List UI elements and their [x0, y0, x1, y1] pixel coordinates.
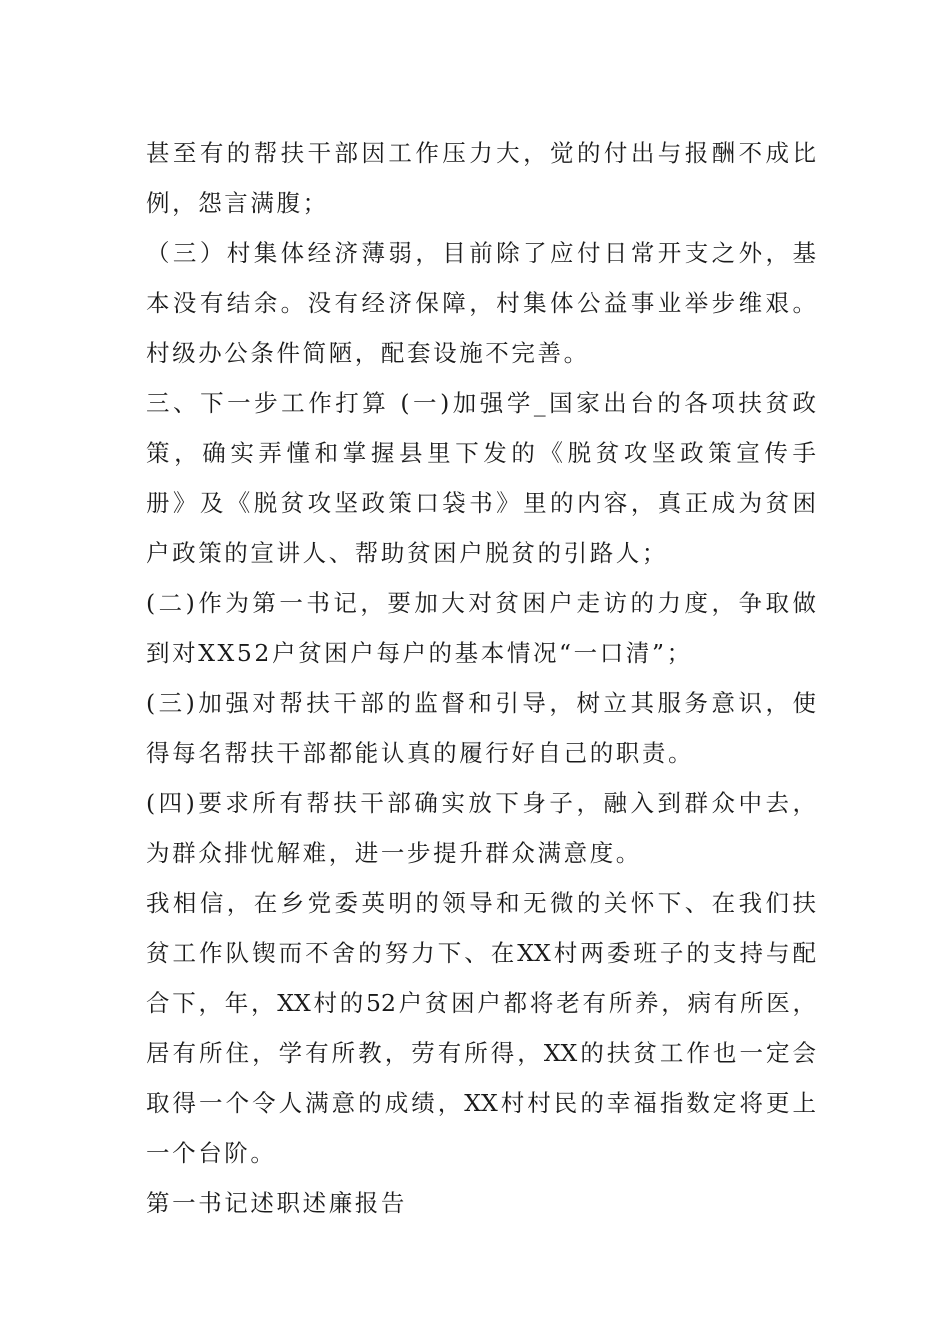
text-line: 贫工作队锲而不舍的努力下、在XX村两委班子的支持与配 [146, 939, 816, 967]
text-line: （三）村集体经济薄弱，目前除了应付日常开支之外，基 [146, 239, 816, 267]
text-line: 策，确实弄懂和掌握县里下发的《脱贫攻坚政策宣传手 [146, 439, 816, 467]
text-line: 我相信，在乡党委英明的领导和无微的关怀下、在我们扶 [146, 889, 816, 917]
text-line: 村级办公条件简陋，配套设施不完善。 [146, 339, 590, 367]
text-line: 一个台阶。 [146, 1139, 277, 1167]
text-line: 本没有结余。没有经济保障，村集体公益事业举步维艰。 [146, 289, 816, 317]
text-line: (四)要求所有帮扶干部确实放下身子，融入到群众中去， [146, 789, 816, 817]
text-line: 册》及《脱贫攻坚政策口袋书》里的内容，真正成为贫困 [146, 489, 816, 517]
text-line: (三)加强对帮扶干部的监督和引导，树立其服务意识，使 [146, 689, 816, 717]
text-line: 得每名帮扶干部都能认真的履行好自己的职责。 [146, 739, 695, 767]
text-line: 居有所住，学有所教，劳有所得，XX的扶贫工作也一定会 [146, 1039, 816, 1067]
text-line: 取得一个令人满意的成绩，XX村村民的幸福指数定将更上 [146, 1089, 816, 1117]
text-line: 例，怨言满腹； [146, 189, 329, 217]
text-line: 甚至有的帮扶干部因工作压力大，觉的付出与报酬不成比 [146, 139, 816, 167]
text-line: 户政策的宣讲人、帮助贫困户脱贫的引路人； [146, 539, 668, 567]
text-line: 为群众排忧解难，进一步提升群众满意度。 [146, 839, 642, 867]
section-heading: 第一书记述职述廉报告 [146, 1189, 407, 1217]
text-line: (二)作为第一书记，要加大对贫困户走访的力度，争取做 [146, 589, 816, 617]
text-line: 三、下一步工作打算 (一)加强学_国家出台的各项扶贫政 [146, 389, 816, 417]
text-line: 合下，年，XX村的52户贫困户都将老有所养，病有所医， [146, 989, 816, 1017]
text-line: 到对XX52户贫困户每户的基本情况“一口清”； [146, 639, 693, 667]
